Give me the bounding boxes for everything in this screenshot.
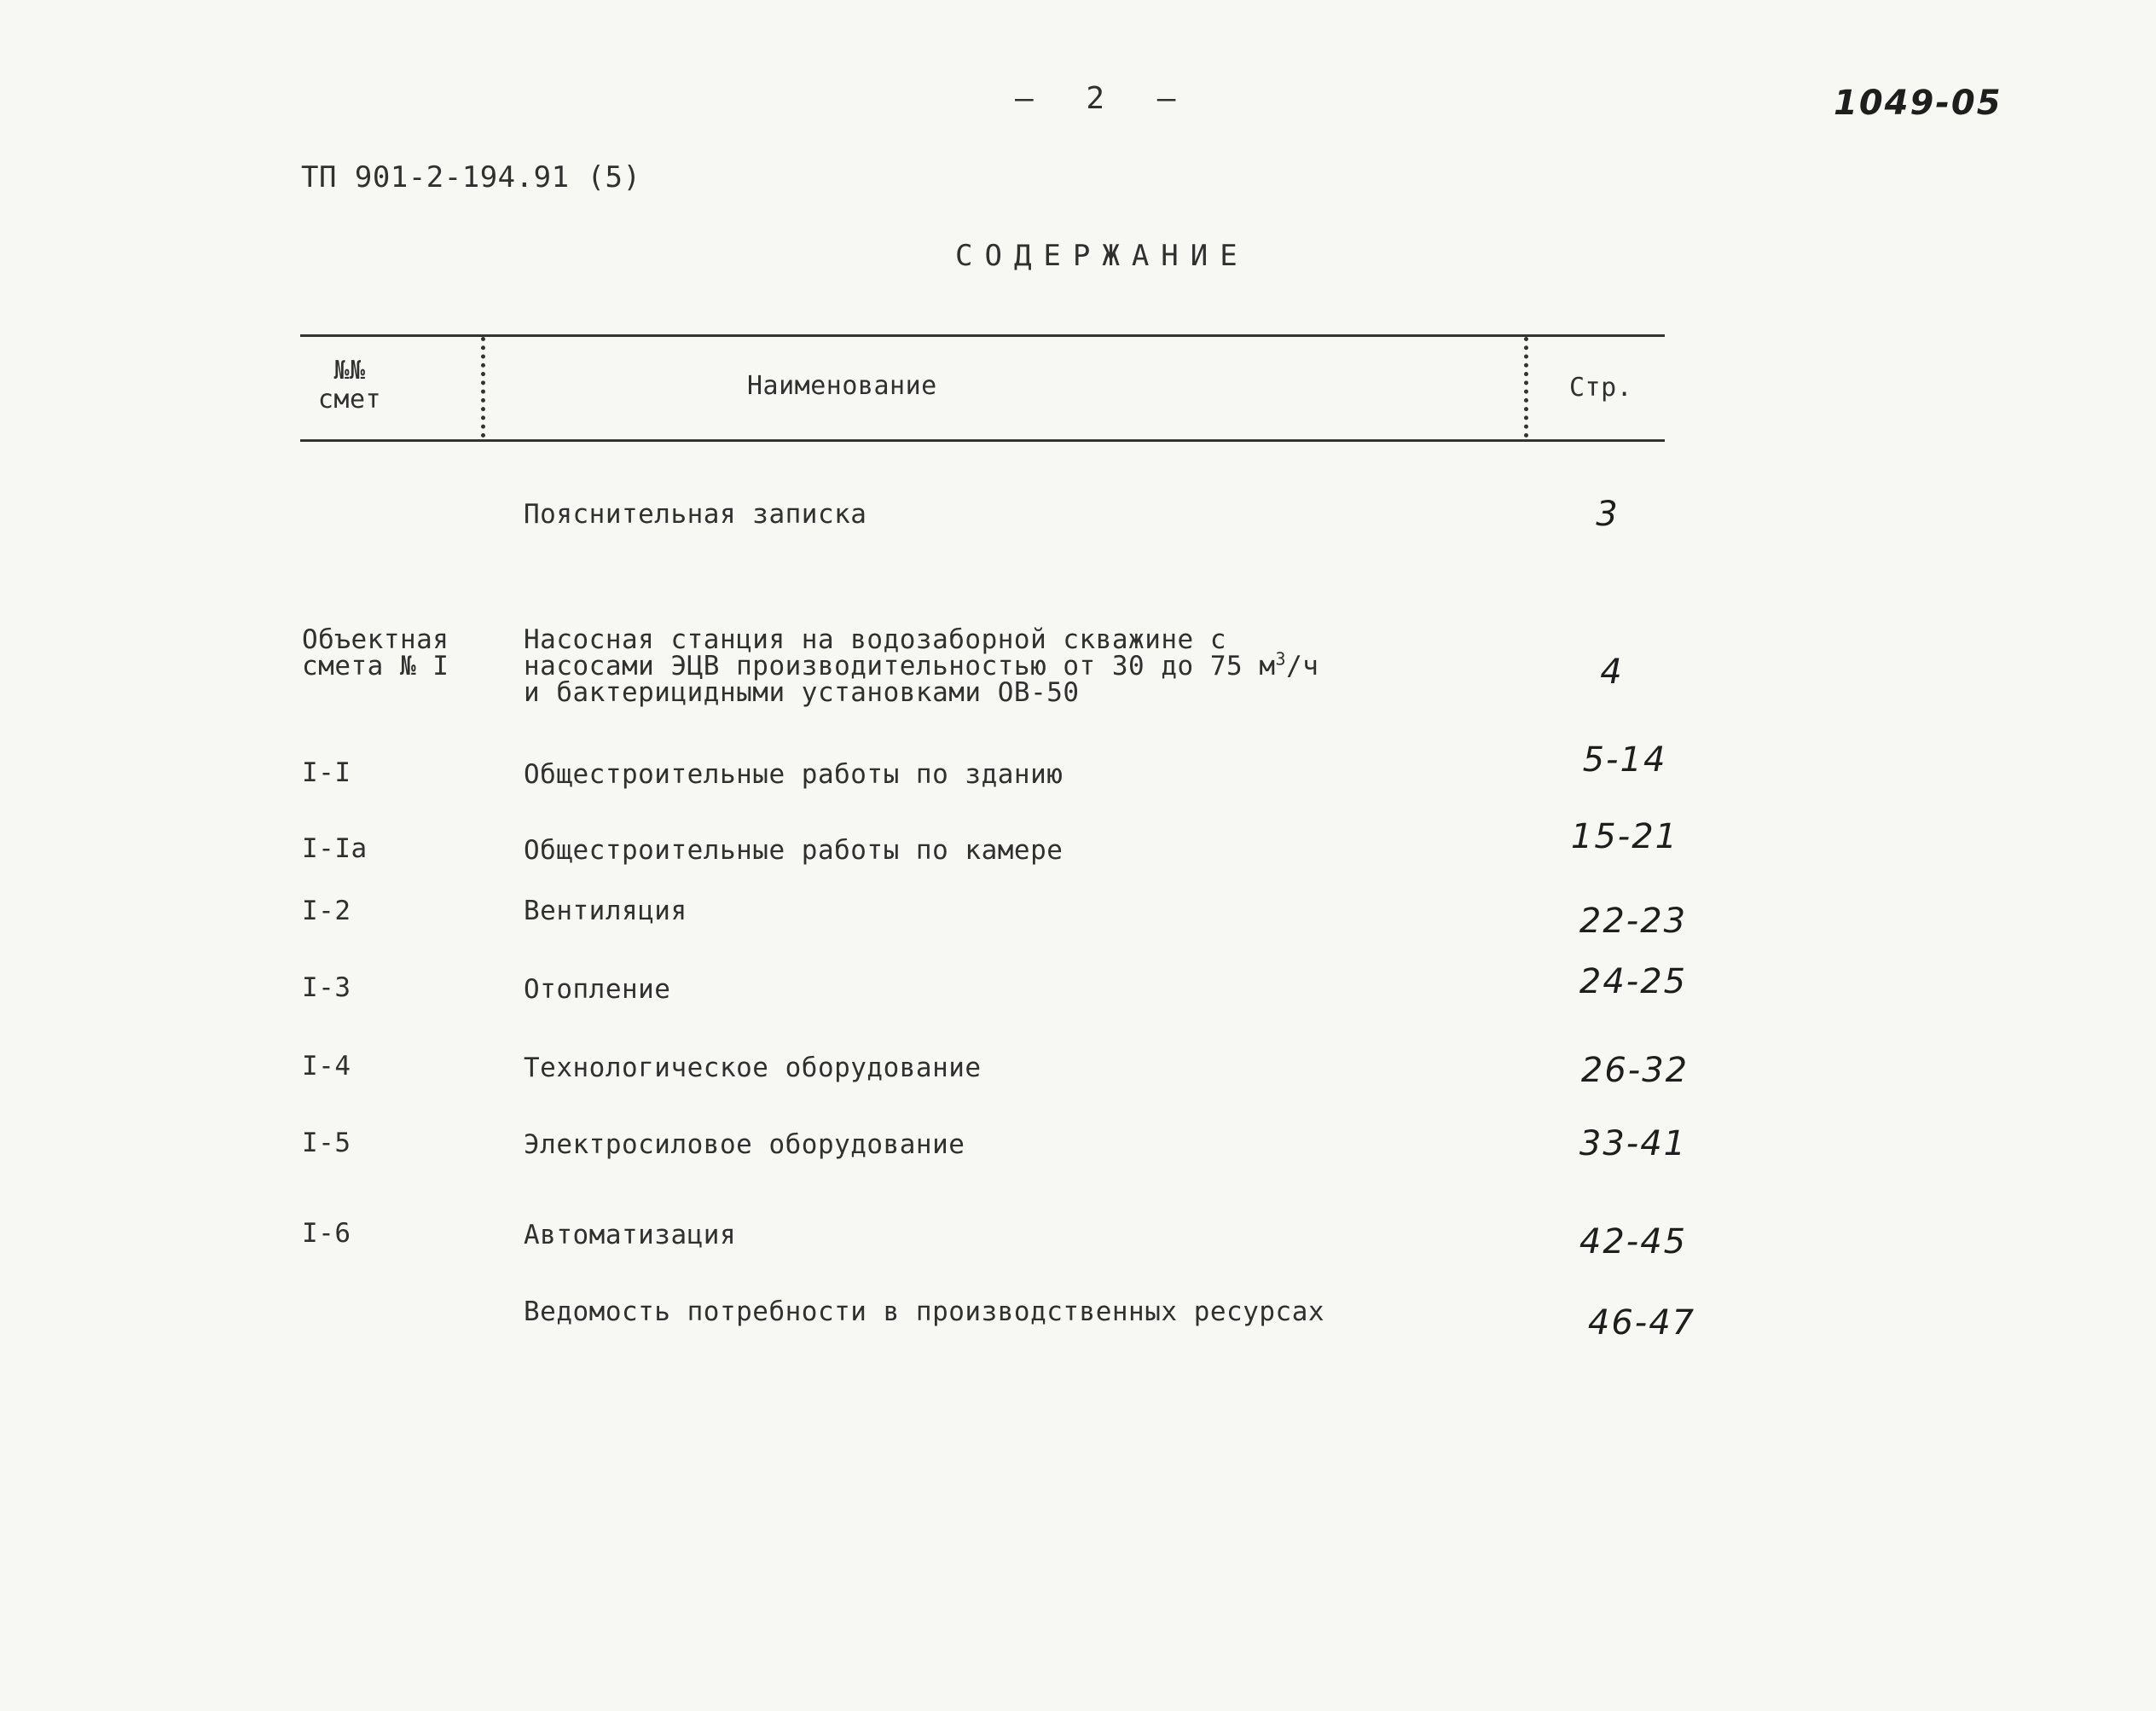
list-item-code: I-Iа	[302, 833, 368, 864]
table-header-bottom-rule	[300, 439, 1665, 442]
list-item-page: 46-47	[1587, 1303, 1696, 1343]
document-title: СОДЕРЖАНИЕ	[955, 239, 1249, 273]
list-item-page: 26-32	[1580, 1051, 1689, 1090]
name-line-2-text: насосами ЭЦВ производительностью от 30 до 75 м	[524, 651, 1276, 682]
table-top-rule	[300, 334, 1665, 337]
list-item-name: Технологическое оборудование	[524, 1053, 982, 1083]
list-item-page: 22-23	[1579, 902, 1688, 941]
list-item-name: Вентиляция	[524, 896, 687, 926]
list-item-page: 42-45	[1579, 1222, 1688, 1262]
list-item-code: I-3	[302, 972, 351, 1003]
list-item-code: I-4	[302, 1051, 351, 1082]
list-item-name: Электросиловое оборудование	[524, 1129, 965, 1160]
column-divider-2	[1524, 337, 1528, 438]
list-item-name: Пояснительная записка	[524, 499, 867, 530]
list-item-name: Общестроительные работы по зданию	[524, 759, 1064, 790]
page-number: – 2 –	[1015, 81, 1193, 116]
list-item-code: I-I	[302, 757, 351, 788]
name-line-2	[524, 648, 1319, 682]
list-item-name: Ведомость потребности в производственных ресурсах	[524, 1296, 1325, 1327]
list-item-name: Общестроительные работы по камере	[524, 835, 1064, 866]
name-line-1: Насосная станция на водозаборной скважине с	[524, 624, 1227, 655]
list-item-code: Объектная смета № I	[302, 624, 449, 682]
list-item-code: I-6	[302, 1218, 351, 1249]
handwritten-doc-code: 1049-05	[1834, 84, 2002, 123]
list-item-name: Автоматизация	[524, 1220, 737, 1250]
list-item-page: 15-21	[1570, 817, 1679, 856]
list-item-page: 4	[1600, 652, 1624, 692]
column-divider-1	[481, 337, 485, 438]
name-line-3: и бактерицидными установками ОВ-50	[524, 677, 1080, 708]
header-col-page: Стр.	[1569, 373, 1633, 403]
list-item-page: 5-14	[1582, 740, 1667, 780]
header-col-code: №№ смет	[317, 356, 382, 415]
list-item-name: Отопление	[524, 974, 671, 1005]
list-item-name	[524, 624, 1319, 708]
unit-tail: /ч	[1286, 651, 1319, 682]
list-item-code: I-5	[302, 1128, 351, 1158]
list-item-page: 33-41	[1579, 1124, 1688, 1163]
project-designation: ТП 901-2-194.91 (5)	[301, 160, 641, 194]
unit-superscript: 3	[1275, 648, 1287, 670]
list-item-code: I-2	[302, 896, 351, 926]
list-item-page: 24-25	[1579, 962, 1688, 1001]
header-col-name: Наименование	[747, 371, 937, 401]
list-item-page: 3	[1596, 495, 1620, 534]
